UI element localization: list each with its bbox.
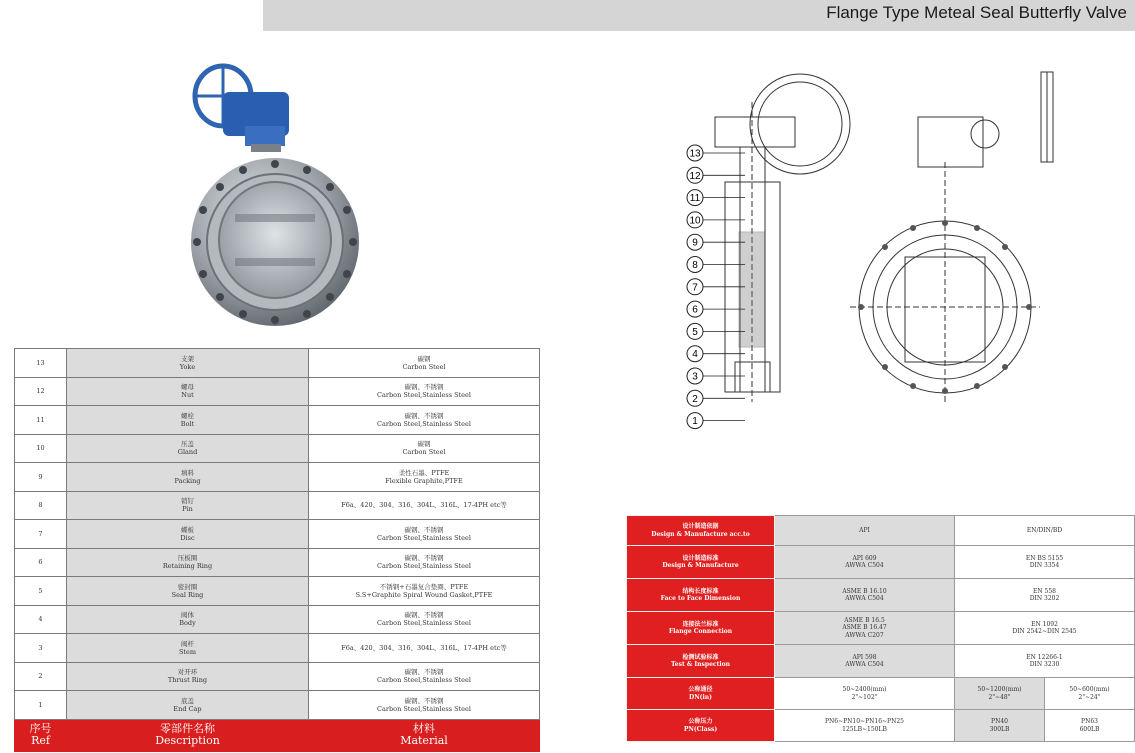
material-en: Carbon Steel,Stainless Steel: [377, 676, 471, 685]
table-row: [15, 605, 540, 634]
standards-table: [626, 515, 1135, 742]
description-cn: 销钉: [181, 497, 194, 506]
table-row: [15, 377, 540, 406]
range-value: [1045, 710, 1135, 742]
ref-number: 5: [38, 586, 43, 595]
valve-drawing: [655, 62, 1135, 452]
standard-label: [627, 516, 775, 546]
description-cell: [67, 349, 309, 378]
callout-marker: [687, 190, 745, 206]
description-cell: [67, 605, 309, 634]
description-cn: 对开环: [177, 668, 198, 677]
material-cn: 柔性石墨、PTFE: [398, 468, 450, 477]
standard-value-line: API: [859, 526, 870, 534]
header-mat: [309, 719, 540, 751]
range-label-en: DN(in): [688, 693, 712, 701]
callout-marker: [687, 212, 745, 228]
ref-number: 13: [36, 358, 45, 367]
material-cell: [309, 377, 540, 406]
standard-value-line: DIN 3202: [1029, 595, 1060, 602]
material-cn: 碳钢: [417, 354, 431, 363]
table-row: [15, 548, 540, 577]
ref-cell: [15, 349, 67, 378]
callout-marker: [687, 301, 745, 317]
callout-label: 9: [692, 237, 698, 249]
range-value-line: 2"~48": [988, 693, 1011, 701]
range-value-line: 50~600(mm): [1069, 686, 1110, 693]
header-ref-en: Ref: [31, 734, 50, 747]
ref-cell: [15, 491, 67, 520]
title-bar: [263, 0, 1135, 31]
callout-marker: [687, 368, 745, 384]
standard-value-line: ASME B 16.47: [842, 624, 887, 632]
standard-value-line: DIN 2542~DIN 2545: [1012, 628, 1077, 635]
table-row: [627, 579, 1135, 612]
standard-label: [627, 645, 775, 678]
description-cell: [67, 491, 309, 520]
valve-photo: [185, 58, 365, 328]
range-value: [955, 710, 1045, 742]
ref-number: 8: [38, 501, 43, 510]
material-cn: 碳钢、不锈钢: [404, 668, 444, 677]
standard-label-cn: 设计制造标准: [682, 554, 719, 562]
ref-cell: [15, 520, 67, 549]
material-cell: [309, 520, 540, 549]
standard-value: [775, 516, 955, 546]
description-cell: [67, 634, 309, 663]
material-en: Carbon Steel,Stainless Steel: [377, 562, 471, 571]
table-row: [15, 662, 540, 691]
material-cell: [309, 406, 540, 435]
ref-cell: [15, 605, 67, 634]
standard-value: [955, 516, 1135, 546]
callout-label: 1: [692, 416, 698, 428]
table-row: [15, 634, 540, 663]
range-value-line: 2"~24": [1078, 693, 1101, 701]
description-en: Pin: [182, 505, 193, 514]
ref-number: 3: [38, 643, 43, 652]
table-row: [15, 434, 540, 463]
material-en: Carbon Steel: [402, 448, 446, 457]
description-cn: 密封圈: [177, 582, 198, 591]
standard-label-cn: 设计制造依据: [682, 523, 719, 530]
callout-marker: [687, 234, 745, 250]
range-value-line: PN63: [1081, 718, 1098, 725]
description-cn: 压板圈: [177, 554, 198, 563]
description-cn: 压盖: [181, 440, 194, 449]
material-en: Carbon Steel,Stainless Steel: [377, 619, 471, 628]
header-desc: [67, 719, 309, 751]
table-row: [627, 612, 1135, 645]
callout-marker: [687, 346, 745, 362]
callout-marker: [687, 167, 745, 183]
callout-label: 8: [692, 260, 698, 271]
table-row: [627, 546, 1135, 579]
standard-value-line: EN 1092: [1031, 620, 1058, 628]
material-en: Carbon Steel,Stainless Steel: [377, 391, 471, 400]
material-en: Flexible Graphite,PTFE: [385, 476, 463, 485]
standard-label-en: Design & Manufacture: [662, 562, 739, 569]
standard-label: [627, 612, 775, 645]
material-cell: [309, 662, 540, 691]
header-mat-en: Material: [400, 734, 448, 747]
description-en: Yoke: [179, 362, 196, 371]
standard-value-line: AWWA C504: [845, 661, 884, 668]
standard-value-line: EN 558: [1033, 587, 1056, 595]
callout-label: 13: [689, 148, 701, 160]
standard-label: [627, 579, 775, 612]
description-en: Disc: [180, 533, 195, 542]
standard-label: [627, 546, 775, 579]
standard-label-cn: 检测试验标准: [682, 653, 719, 661]
page-title: Flange Type Meteal Seal Butterfly Valve: [826, 3, 1127, 22]
header-desc-en: Description: [155, 734, 220, 747]
header-ref-cn: 序号: [29, 722, 52, 735]
material-en: S.S+Graphite Spiral Wound Gasket,PTFE: [355, 590, 493, 599]
description-cn: 螺母: [181, 383, 194, 392]
standard-value-line: AWWA C207: [845, 631, 884, 639]
callout-label: 3: [692, 371, 698, 383]
description-en: Retaining Ring: [162, 562, 213, 571]
material-cn: 碳钢、不锈钢: [404, 554, 444, 563]
description-en: Packing: [174, 476, 201, 485]
description-cell: [67, 434, 309, 463]
ref-number: 2: [38, 672, 43, 681]
ref-cell: [15, 377, 67, 406]
range-value: [775, 678, 955, 710]
range-value-line: 600LB: [1079, 725, 1100, 733]
range-value-line: 2"~102": [851, 693, 878, 701]
material-cn: 碳钢、不锈钢: [404, 383, 444, 392]
standard-value-line: API 609: [852, 554, 877, 562]
description-cn: 填料: [181, 468, 194, 477]
range-label-cn: 公称压力: [688, 718, 713, 725]
description-cn: 阀体: [181, 611, 194, 620]
material-cell: [309, 577, 540, 606]
description-en: Nut: [181, 391, 194, 400]
material-cell: [309, 434, 540, 463]
material-cell: [309, 349, 540, 378]
standard-value: [955, 612, 1135, 645]
description-cell: [67, 520, 309, 549]
ref-cell: [15, 463, 67, 492]
callout-marker: [687, 257, 745, 273]
description-en: Bolt: [180, 419, 195, 428]
description-cell: [67, 377, 309, 406]
description-en: Gland: [177, 448, 198, 457]
description-cn: 螺栓: [181, 411, 194, 420]
range-value-line: PN6~PN10~PN16~PN25: [825, 718, 904, 725]
callout-label: 6: [692, 304, 698, 316]
material-cn: 碳钢、不锈钢: [404, 611, 444, 620]
parts-table: [14, 348, 540, 752]
standard-label-en: Flange Connection: [668, 628, 733, 635]
ref-cell: [15, 406, 67, 435]
table-row: [15, 577, 540, 606]
material-en: Carbon Steel,Stainless Steel: [377, 704, 471, 713]
standard-value: [775, 579, 955, 612]
description-cell: [67, 463, 309, 492]
range-label: [627, 678, 775, 710]
range-label-en: PN(Class): [683, 725, 718, 733]
range-value: [1045, 678, 1135, 710]
material-cell: [309, 491, 540, 520]
standard-label-en: Design & Manufacture acc.to: [651, 530, 750, 538]
description-cn: 阀杆: [181, 639, 194, 648]
standard-value: [775, 546, 955, 579]
standard-value-line: ASME B 16.5: [844, 616, 885, 624]
table-row: [15, 491, 540, 520]
standard-value: [775, 645, 955, 678]
ref-number: 7: [38, 529, 43, 538]
callout-label: 11: [689, 193, 701, 205]
header-ref: [15, 719, 67, 751]
material-en: Carbon Steel,Stainless Steel: [377, 533, 471, 542]
material-en: Carbon Steel,Stainless Steel: [377, 419, 471, 428]
table-row: [627, 645, 1135, 678]
material-cell: [309, 548, 540, 577]
standard-value: [955, 645, 1135, 678]
standard-value-line: DIN 3230: [1029, 661, 1060, 668]
table-row: [627, 710, 1135, 742]
ref-number: 1: [38, 700, 43, 709]
callout-marker: [687, 413, 745, 429]
ref-cell: [15, 434, 67, 463]
material-cn: 不锈钢+石墨复合垫圈、PTFE: [379, 582, 469, 591]
ref-cell: [15, 548, 67, 577]
standard-value: [775, 612, 955, 645]
material-cn: 碳钢、不锈钢: [404, 525, 444, 534]
range-value-line: 50~1200(mm): [977, 686, 1022, 693]
callout-label: 5: [692, 326, 698, 338]
description-en: End Cap: [173, 704, 202, 713]
table-header-row: [15, 719, 540, 751]
ref-cell: [15, 691, 67, 720]
standard-value-line: EN/DIN/BD: [1026, 526, 1063, 534]
standard-value-line: AWWA C504: [845, 562, 884, 569]
range-label-cn: 公称通径: [688, 686, 713, 693]
table-row: [627, 678, 1135, 710]
material-cell: [309, 605, 540, 634]
description-cell: [67, 577, 309, 606]
description-cell: [67, 548, 309, 577]
material-en: F6a、420、304、316、304L、316L、17-4PH etc等: [341, 501, 507, 510]
standard-label-cn: 连接法兰标准: [682, 620, 719, 628]
ref-number: 10: [36, 444, 45, 453]
standard-value: [955, 546, 1135, 579]
range-value-line: PN40: [991, 718, 1008, 725]
ref-number: 6: [38, 558, 43, 567]
material-cn: 碳钢、不锈钢: [404, 696, 444, 705]
standard-label-en: Test & Inspection: [671, 661, 730, 668]
header-desc-cn: 零部件名称: [160, 722, 215, 735]
material-cell: [309, 691, 540, 720]
description-cell: [67, 691, 309, 720]
range-value-line: 125LB~150LB: [842, 725, 887, 733]
range-value: [955, 678, 1045, 710]
table-row: [15, 406, 540, 435]
description-en: Thrust Ring: [167, 676, 208, 685]
callout-label: 10: [689, 215, 701, 227]
standard-value-line: AWWA C504: [845, 595, 884, 602]
range-label: [627, 710, 775, 742]
range-value: [775, 710, 955, 742]
ref-number: 12: [36, 387, 45, 396]
material-cell: [309, 634, 540, 663]
standard-value: [955, 579, 1135, 612]
standard-value-line: EN BS 5155: [1025, 554, 1064, 562]
standard-label-en: Face to Face Dimension: [660, 595, 741, 602]
description-cell: [67, 406, 309, 435]
table-row: [15, 520, 540, 549]
material-en: F6a、420、304、316、304L、316L、17-4PH etc等: [341, 643, 507, 652]
ref-cell: [15, 577, 67, 606]
header-mat-cn: 材料: [413, 722, 435, 735]
table-row: [15, 691, 540, 720]
callout-label: 7: [692, 282, 698, 294]
ref-number: 9: [38, 472, 43, 481]
description-en: Stem: [178, 647, 197, 656]
material-cn: 碳钢、不锈钢: [404, 411, 444, 420]
callout-label: 2: [692, 393, 698, 405]
table-row: [627, 516, 1135, 546]
standard-value-line: ASME B 16.10: [842, 587, 887, 595]
callout-label: 4: [692, 349, 698, 361]
material-en: Carbon Steel: [402, 362, 446, 371]
description-cn: 底盖: [181, 696, 194, 705]
ref-cell: [15, 662, 67, 691]
material-cell: [309, 463, 540, 492]
range-value-line: 300LB: [989, 725, 1010, 733]
description-cn: 支架: [181, 354, 194, 363]
table-row: [15, 463, 540, 492]
callout-marker: [687, 279, 745, 295]
ref-number: 4: [38, 615, 43, 624]
description-en: Body: [179, 619, 196, 628]
description-en: Seal Ring: [171, 590, 204, 599]
description-cn: 蝶板: [181, 525, 194, 534]
material-cn: 碳钢: [417, 440, 431, 449]
ref-number: 11: [36, 415, 45, 424]
standard-value-line: DIN 3354: [1029, 562, 1060, 569]
table-row: [15, 349, 540, 378]
standard-label-cn: 结构长度标准: [682, 587, 719, 595]
callout-marker: [687, 323, 745, 339]
range-value-line: 50~2400(mm): [842, 686, 887, 693]
callout-marker: [687, 390, 745, 406]
description-cell: [67, 662, 309, 691]
standard-value-line: API 598: [852, 653, 877, 661]
ref-cell: [15, 634, 67, 663]
standard-value-line: EN 12266-1: [1026, 653, 1063, 661]
callout-label: 12: [689, 170, 701, 182]
